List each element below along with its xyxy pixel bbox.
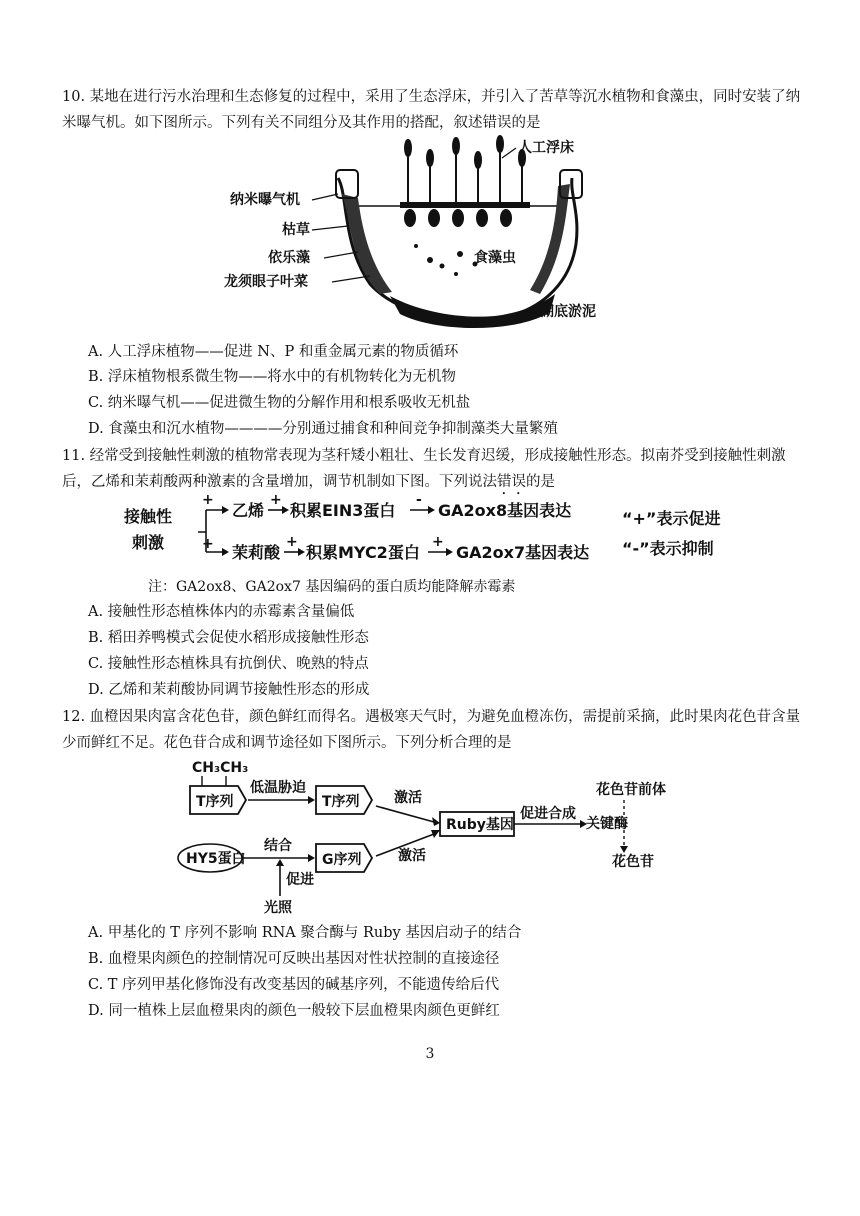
pond-ecosystem-figure bbox=[220, 134, 640, 340]
label-hornwort: 龙须眼子叶菜 bbox=[224, 274, 308, 290]
stimulus-label-2: 刺激 bbox=[132, 533, 165, 552]
hormone-regulation-figure bbox=[122, 492, 742, 568]
g-seq-box: G序列 bbox=[322, 852, 362, 868]
light-label: 光照 bbox=[264, 900, 292, 916]
methyl-label: CH₃CH₃ bbox=[192, 760, 249, 776]
myc2-label: 积累MYC2蛋白 bbox=[306, 543, 420, 562]
question-11-stem: 11. 经常受到接触性刺激的植物常表现为茎秆矮小粗壮、生长发育迟缓，形成接触性形态。拟南芥受到接触性刺激后，乙烯和茉莉酸两种激素的含量增加，调节机制如下图。下列说法错误的是 bbox=[62, 448, 786, 490]
jasmonic-label: 茉莉酸 bbox=[232, 543, 281, 562]
q12-option-c: C. T 序列甲基化修饰没有改变基因的碱基序列，不能遗传给后代 bbox=[88, 977, 500, 993]
algae-insects bbox=[414, 244, 478, 276]
pond-outline bbox=[338, 178, 577, 321]
ein3-label: 积累EIN3蛋白 bbox=[290, 501, 396, 520]
label-algae-insect: 食藻虫 bbox=[474, 250, 516, 266]
svg-text:+: + bbox=[432, 534, 444, 550]
legend-plus: “+”表示促进 bbox=[622, 509, 721, 528]
question-10-stem: 10. 某地在进行污水治理和生态修复的过程中，采用了生态浮床，并引入了苦草等沉水植物和食藻虫，同时安装了纳米曝气机。如下图所示。下列有关不同组分及其作用的搭配，叙述错误的是 bbox=[62, 89, 801, 131]
anthocyanin-pathway-figure bbox=[176, 756, 696, 916]
plant-roots bbox=[404, 209, 512, 227]
promote-synth: 促进合成 bbox=[520, 806, 576, 822]
q11-option-c: C. 接触性形态植株具有抗倒伏、晚熟的特点 bbox=[88, 656, 369, 672]
svg-text:+: + bbox=[286, 534, 298, 550]
svg-text:+: + bbox=[202, 536, 214, 552]
ethylene-label: 乙烯 bbox=[232, 501, 265, 520]
label-leader-lines bbox=[312, 148, 538, 312]
q11-option-d: D. 乙烯和茉莉酸协同调节接触性形态的形成 bbox=[88, 682, 370, 698]
key-enzyme: 关键酶 bbox=[586, 816, 628, 832]
q10-option-b: B. 浮床植物根系微生物——将水中的有机物转化为无机物 bbox=[88, 369, 456, 385]
label-elodea: 依乐藻 bbox=[268, 250, 310, 266]
page-number: 3 bbox=[425, 1046, 435, 1062]
question-12-stem: 12. 血橙因果肉富含花色苷，颜色鲜红而得名。遇极寒天气时，为避免血橙冻伤，需提前采摘，此时果肉花色苷含量少而鲜红不足。花色苷合成和调节途径如下图所示。下列分析合理的是 bbox=[62, 709, 801, 751]
t-seq-box: T序列 bbox=[322, 794, 360, 810]
svg-text:+: + bbox=[270, 492, 282, 508]
q11-option-b: B. 稻田养鸭模式会促使水稻形成接触性形态 bbox=[88, 630, 369, 646]
q10-option-a: A. 人工浮床植物——促进 N、P 和重金属元素的物质循环 bbox=[88, 344, 459, 360]
q12-option-d: D. 同一植株上层血橙果肉的颜色一般较下层血橙果肉颜色更鲜红 bbox=[88, 1003, 500, 1019]
q10-option-c: C. 纳米曝气机——促进微生物的分解作用和根系吸收无机盐 bbox=[88, 395, 471, 411]
label-sludge: 湖底淤泥 bbox=[540, 304, 596, 320]
emphasized-word: 错误 bbox=[497, 474, 526, 490]
floating-bed-plants bbox=[405, 136, 525, 204]
svg-text:+: + bbox=[202, 492, 214, 508]
t-seq-methylated: T序列 bbox=[196, 794, 234, 810]
anthocyanin: 花色苷 bbox=[612, 854, 654, 870]
legend-minus: “-”表示抑制 bbox=[622, 539, 714, 558]
q11-option-a: A. 接触性形态植株体内的赤霉素含量偏低 bbox=[88, 604, 355, 620]
promote-label: 促进 bbox=[286, 872, 314, 888]
q11-note: 注：GA2ox8、GA2ox7 基因编码的蛋白质均能降解赤霉素 bbox=[148, 579, 516, 595]
ga7-label: GA2ox7基因表达 bbox=[456, 543, 590, 562]
sludge-layer bbox=[390, 294, 555, 328]
precursor: 花色苷前体 bbox=[596, 782, 666, 798]
ruby-gene: Ruby基因 bbox=[446, 817, 514, 833]
float-bed bbox=[400, 202, 530, 208]
label-aerator: 纳米曝气机 bbox=[230, 192, 300, 208]
q12-option-a: A. 甲基化的 T 序列不影响 RNA 聚合酶与 Ruby 基因启动子的结合 bbox=[88, 925, 522, 941]
activate-2: 激活 bbox=[398, 848, 426, 864]
ga8-label: GA2ox8基因表达 bbox=[438, 501, 572, 520]
bind-label: 结合 bbox=[264, 838, 292, 854]
q12-option-b: B. 血橙果肉颜色的控制情况可反映出基因对性状控制的直接途径 bbox=[88, 951, 500, 967]
q10-option-d: D. 食藻虫和沉水植物————分别通过捕食和种间竞争抑制藻类大量繁殖 bbox=[88, 421, 558, 437]
stimulus-label-1: 接触性 bbox=[124, 507, 173, 526]
low-temp-label: 低温胁迫 bbox=[250, 780, 306, 796]
activate-1: 激活 bbox=[394, 790, 422, 806]
hy5-protein: HY5蛋白 bbox=[186, 851, 246, 867]
svg-text:-: - bbox=[416, 492, 422, 508]
label-float-bed: 人工浮床 bbox=[518, 140, 574, 156]
label-ku-grass: 枯草 bbox=[282, 222, 310, 238]
